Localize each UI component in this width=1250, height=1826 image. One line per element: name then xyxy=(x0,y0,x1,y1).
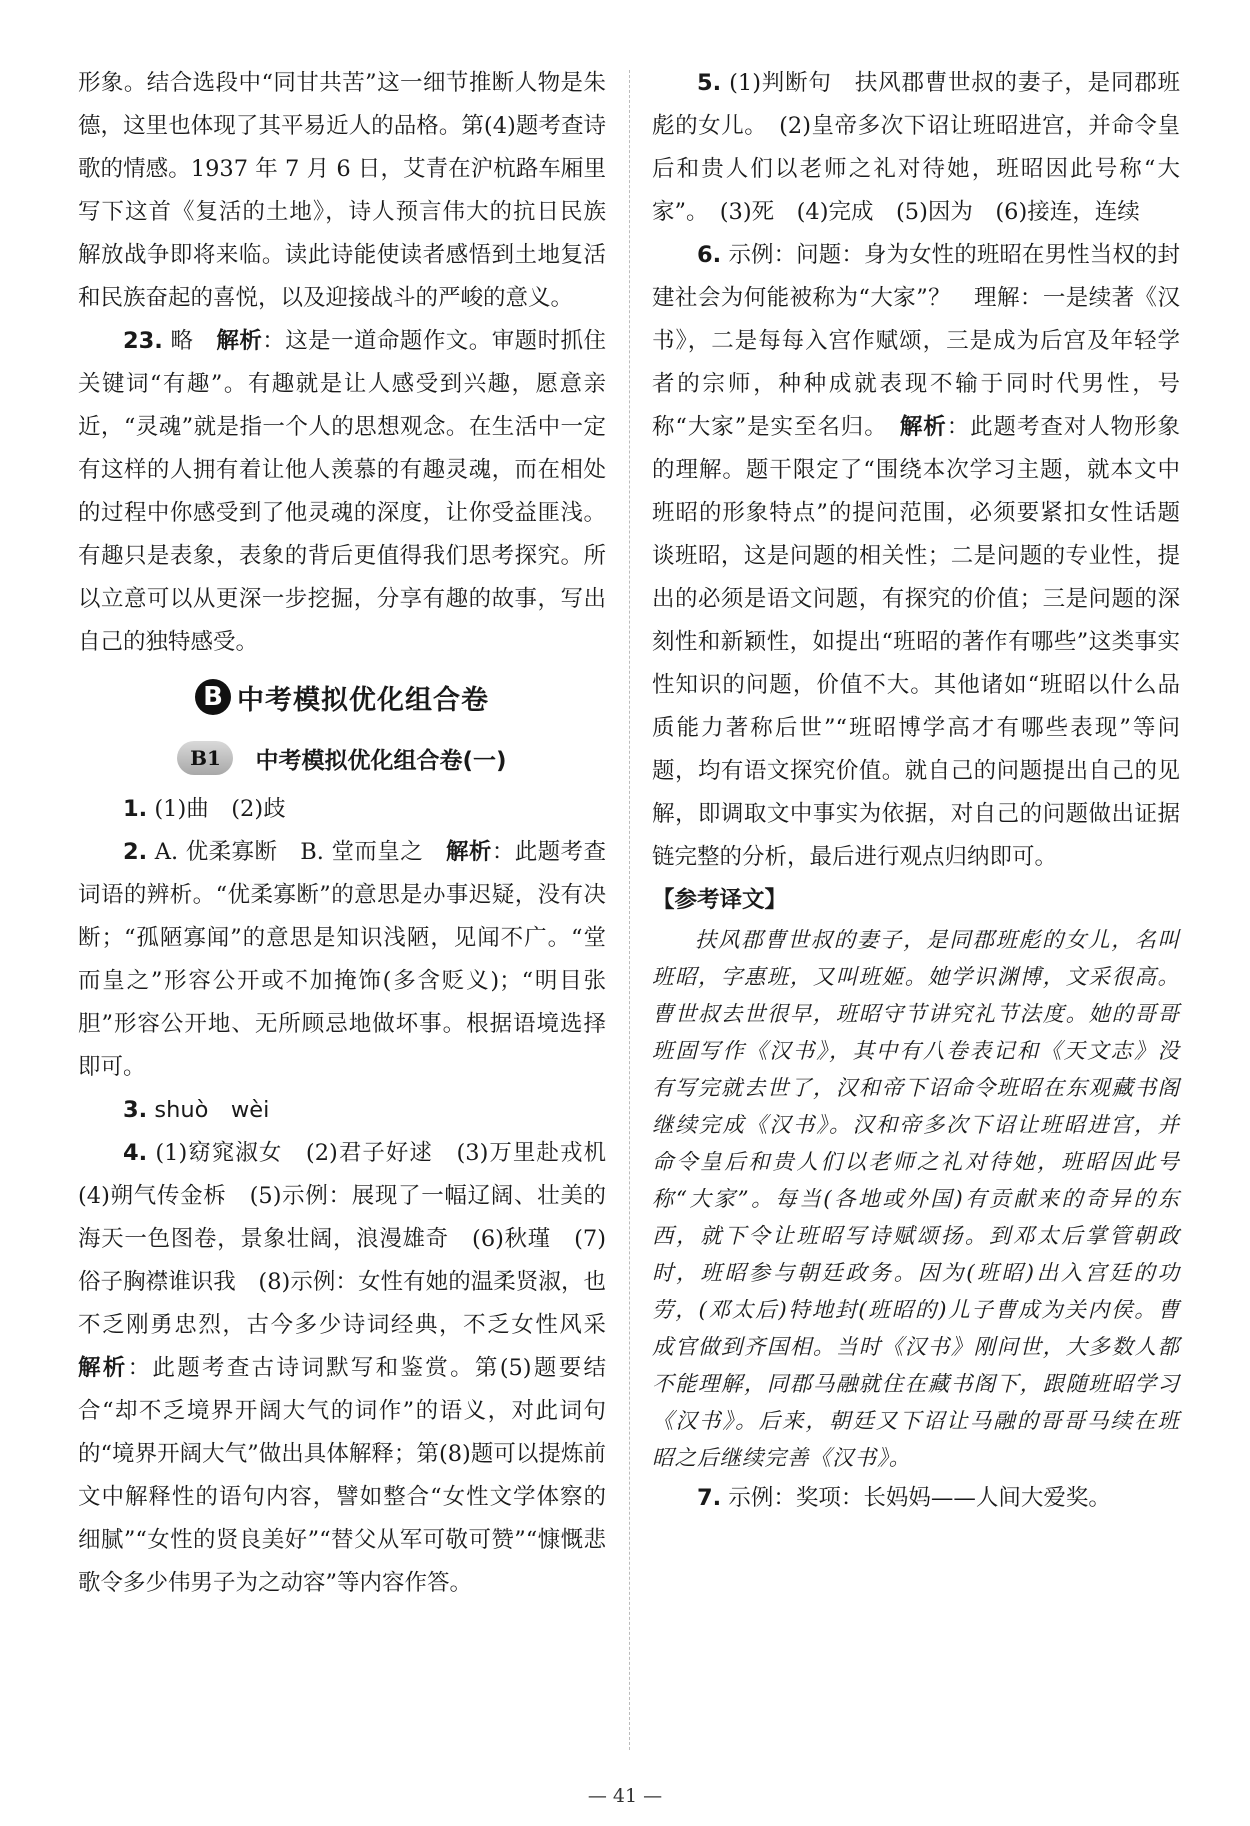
answer-3: 3. shuò wèi xyxy=(123,1097,270,1123)
answer-23: 23. 略 解析：这是一道命题作文。审题时抓住关键词“有趣”。有趣就是让人感受到兴趣，愿意亲近，“灵魂”就是指一个人的思想观念。在生活中一定有这样的人拥有着让他人羡慕的有趣灵魂，而在相处的过程中你感受到了他灵魂的深度，让你受益匪浅。有趣只是表象，表象的背后更值得我们思考探究。所以立意可以从更深一步挖掘，分享有趣的故事，写出自己的独特感受。 xyxy=(78,328,606,655)
analysis-label: 解析 xyxy=(899,414,947,440)
left-column xyxy=(78,62,629,1605)
column-divider xyxy=(629,70,630,1750)
translation-heading: 【参考译文】 xyxy=(652,887,788,913)
analysis-label: 解析 xyxy=(78,1355,128,1381)
section-heading xyxy=(78,668,606,726)
answer-6: 6. 示例：问题：身为女性的班昭在男性当权的封建社会为何能被称为“大家”？ 理解：一是续著《汉书》，二是每每入宫作赋颂，三是成为后宫及年轻学者的宗师，种种成就表现不输于同时代男性，号称“大家”是实至名归。 解析：此题考查对人物形象的理解。题干限定了“围绕本次学习主题，就本文中班昭的形象特点”的提问范围，必须要紧扣女性话题谈班昭，这是问题的相关性；二是问题的专业性，提出的必须是语文问题，有探究的价值；三是问题的深刻性和新颖性，如提出“班昭的著作有哪些”这类事实性知识的问题，价值不大。其他诸如“班昭以什么品质能力著称后世”“班昭博学高才有哪些表现”等问题，均有语文探究价值。就自己的问题提出自己的见解，即调取文中事实为依据，对自己的问题做出证据链完整的分析，最后进行观点归纳即可。 xyxy=(652,242,1180,870)
section-badge: B xyxy=(195,679,231,715)
continuation-paragraph: 形象。结合选段中“同甘共苦”这一细节推断人物是朱德，这里也体现了其平易近人的品格。第(4)题考查诗歌的情感。1937 年 7 月 6 日，艾青在沪杭路车厢里写下这首《复活的土地》，诗人预言伟大的抗日民族解放战争即将来临。读此诗能使读者感悟到土地复活和民族奋起的喜悦，以及迎接战斗的严峻的意义。 xyxy=(78,70,606,311)
section-title: 中考模拟优化组合卷 xyxy=(237,684,489,716)
right-column xyxy=(652,62,1180,1520)
answer-1: 1. (1)曲 (2)歧 xyxy=(123,796,286,822)
translation-text: 扶风郡曹世叔的妻子，是同郡班彪的女儿，名叫班昭，字惠班，又叫班姬。她学识渊博，文采很高。曹世叔去世很早，班昭守节讲究礼节法度。她的哥哥班固写作《汉书》，其中有八卷表记和《天文志》没有写完就去世了，汉和帝下诏命令班昭在东观藏书阁继续完成《汉书》。汉和帝多次下诏让班昭进宫，并命令皇后和贵人们以老师之礼对待她，班昭因此号称“大家”。每当(各地或外国)有贡献来的奇异的东西，就下令让班昭写诗赋颂扬。到邓太后掌管朝政时，班昭参与朝廷政务。因为(班昭)出入宫廷的功劳，(邓太后)特地封(班昭的)儿子曹成为关内侯。曹成官做到齐国相。当时《汉书》刚问世，大多数人都不能理解，同郡马融就住在藏书阁下，跟随班昭学习《汉书》。后来，朝廷又下诏让马融的哥哥马续在班昭之后继续完善《汉书》。 xyxy=(652,928,1180,1471)
subsection-heading xyxy=(78,728,606,788)
answer-2: 2. A. 优柔寡断 B. 堂而皇之 解析：此题考查词语的辨析。“优柔寡断”的意思是办事迟疑，没有决断；“孤陋寡闻”的意思是知识浅陋，见闻不广。“堂而皇之”形容公开或不加掩饰(多含贬义)；“明目张胆”形容公开地、无所顾忌地做坏事。根据语境选择即可。 xyxy=(78,839,606,1080)
answer-5: 5. (1)判断句 扶风郡曹世叔的妻子，是同郡班彪的女儿。 (2)皇帝多次下诏让班昭进宫，并命令皇后和贵人们以老师之礼对待她，班昭因此号称“大家”。 (3)死 (4)完成 (5)因为 (6)接连，连续 xyxy=(652,70,1181,225)
subsection-badge: B1 xyxy=(177,741,233,775)
answer-7: 7. 示例：奖项：长妈妈——人间大爱奖。 xyxy=(697,1485,1111,1511)
analysis-label: 解析 xyxy=(216,328,263,354)
subsection-title: 中考模拟优化组合卷(一) xyxy=(255,747,507,774)
page-number: — 41 — xyxy=(587,1785,663,1807)
analysis-label: 解析 xyxy=(446,839,492,865)
answer-4: 4. (1)窈窕淑女 (2)君子好逑 (3)万里赴戎机 (4)朔气传金柝 (5)示例：展现了一幅辽阔、壮美的海天一色图卷，景象壮阔，浪漫雄奇 (6)秋瑾 (7)俗子胸襟谁识我 (8)示例：女性有她的温柔贤淑，也不乏刚勇忠烈，古今多少诗词经典，不乏女性风采 解析：此题考查古诗词默写和鉴赏。第(5)题要结合“却不乏境界开阔大气的词作”的语义，对此词句的“境界开阔大气”做出具体解释；第(8)题可以提炼前文中解释性的语句内容，譬如整合“女性文学体察的细腻”“女性的贤良美好”“替父从军可敬可赞”“慷慨悲歌令多少伟男子为之动容”等内容作答。 xyxy=(78,1140,629,1596)
